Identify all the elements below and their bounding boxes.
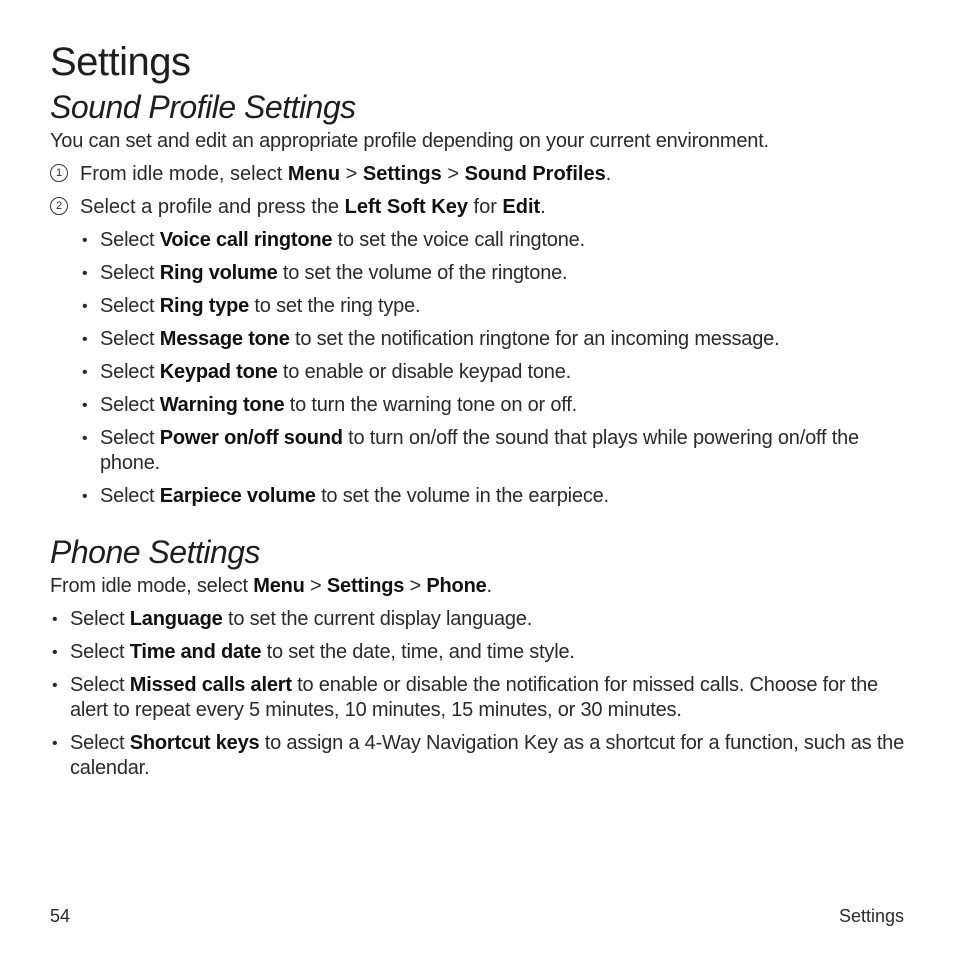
bullet-icon: • (82, 364, 88, 382)
option-name: Shortcut keys (129, 732, 260, 755)
intro-end: . (486, 575, 492, 598)
list-item (80, 261, 906, 286)
item-description: to set the volume in the earpiece. (315, 485, 609, 508)
bullet-icon: • (82, 265, 88, 283)
bullet-icon: • (82, 488, 88, 506)
step-text: for (467, 196, 503, 219)
list-item (50, 607, 906, 632)
sound-options-list (80, 228, 906, 509)
item-description: to set the voice call ringtone. (332, 229, 585, 252)
bullet-icon: • (82, 430, 88, 448)
list-item (80, 294, 906, 319)
step-text: Select a profile and press the (80, 196, 345, 219)
section-heading-sound-profile: Sound Profile Settings (50, 89, 356, 125)
option-name: Missed calls alert (129, 674, 292, 697)
bullet-icon: • (82, 397, 88, 415)
edit-term: Edit (502, 196, 541, 219)
option-name: Voice call ringtone (159, 229, 333, 252)
settings-term: Settings (326, 575, 405, 598)
option-name: Ring volume (159, 262, 278, 285)
option-name: Language (129, 608, 223, 631)
menu-term: Menu (253, 575, 305, 598)
option-name: Warning tone (159, 394, 285, 417)
item-description: to assign a 4-Way Navigation Key as a shortcut for a function, such as the calendar. (70, 732, 905, 780)
page-footer (50, 906, 904, 927)
sound-intro: You can set and edit an appropriate profile depending on your current environment. (50, 130, 769, 153)
option-name: Power on/off sound (159, 427, 343, 450)
separator: > (340, 163, 363, 186)
option-name: Keypad tone (159, 361, 278, 384)
bullet-icon: • (82, 331, 88, 349)
list-item (50, 673, 906, 723)
option-name: Time and date (129, 641, 262, 664)
item-prefix: Select (70, 674, 130, 697)
step-text: From idle mode, select (80, 163, 288, 186)
list-item (50, 640, 906, 665)
list-item (80, 360, 906, 385)
item-prefix: Select (70, 641, 130, 664)
phone-intro (50, 574, 906, 599)
menu-term: Menu (287, 163, 341, 186)
step-number-circle: 1 (50, 164, 68, 182)
item-prefix: Select (100, 229, 160, 252)
item-prefix: Select (100, 295, 160, 318)
list-item (80, 228, 906, 253)
bullet-icon: • (52, 611, 58, 629)
bullet-icon: • (82, 298, 88, 316)
left-soft-key-term: Left Soft Key (344, 196, 468, 219)
footer-section-name: Settings (838, 906, 904, 926)
list-item (80, 393, 906, 418)
page-number: 54 (50, 906, 71, 926)
list-item (80, 426, 906, 476)
separator: > (404, 575, 427, 598)
step-1 (50, 162, 906, 187)
bullet-icon: • (52, 644, 58, 662)
item-prefix: Select (100, 328, 160, 351)
item-prefix: Select (100, 427, 160, 450)
item-description: to enable or disable the notification for missed calls. Choose for the alert to repeat every 5 minutes, 10 minutes, 15 minutes, or 30 minutes. (70, 674, 878, 722)
item-description: to turn on/off the sound that plays while powering on/off the phone. (100, 427, 859, 475)
phone-options-list (50, 607, 906, 781)
list-item (80, 327, 906, 352)
separator: > (441, 163, 465, 186)
step-number-circle: 2 (50, 197, 68, 215)
item-description: to enable or disable keypad tone. (277, 361, 571, 384)
item-prefix: Select (70, 732, 130, 755)
list-item (80, 484, 906, 509)
page-title: Settings (50, 40, 191, 84)
separator: > (304, 575, 327, 598)
intro-text: From idle mode, select (50, 575, 254, 598)
item-description: to set the current display language. (222, 608, 533, 631)
document-page (50, 40, 906, 781)
step-2 (50, 195, 906, 220)
item-description: to set the volume of the ringtone. (277, 262, 568, 285)
list-item (50, 731, 906, 781)
item-description: to turn the warning tone on or off. (284, 394, 577, 417)
bullet-icon: • (82, 232, 88, 250)
item-description: to set the notification ringtone for an incoming message. (289, 328, 780, 351)
item-prefix: Select (100, 394, 160, 417)
section-heading-phone: Phone Settings (50, 534, 261, 571)
step-end: . (540, 196, 546, 219)
option-name: Message tone (159, 328, 290, 351)
item-prefix: Select (100, 262, 160, 285)
item-description: to set the ring type. (249, 295, 421, 318)
settings-term: Settings (362, 163, 442, 186)
option-name: Ring type (159, 295, 250, 318)
option-name: Earpiece volume (159, 485, 316, 508)
item-prefix: Select (70, 608, 130, 631)
item-prefix: Select (100, 485, 160, 508)
sound-profiles-term: Sound Profiles (464, 163, 606, 186)
bullet-icon: • (52, 735, 58, 753)
phone-term: Phone (426, 575, 487, 598)
bullet-icon: • (52, 677, 58, 695)
item-prefix: Select (100, 361, 160, 384)
step-end: . (605, 163, 612, 186)
item-description: to set the date, time, and time style. (261, 641, 575, 664)
